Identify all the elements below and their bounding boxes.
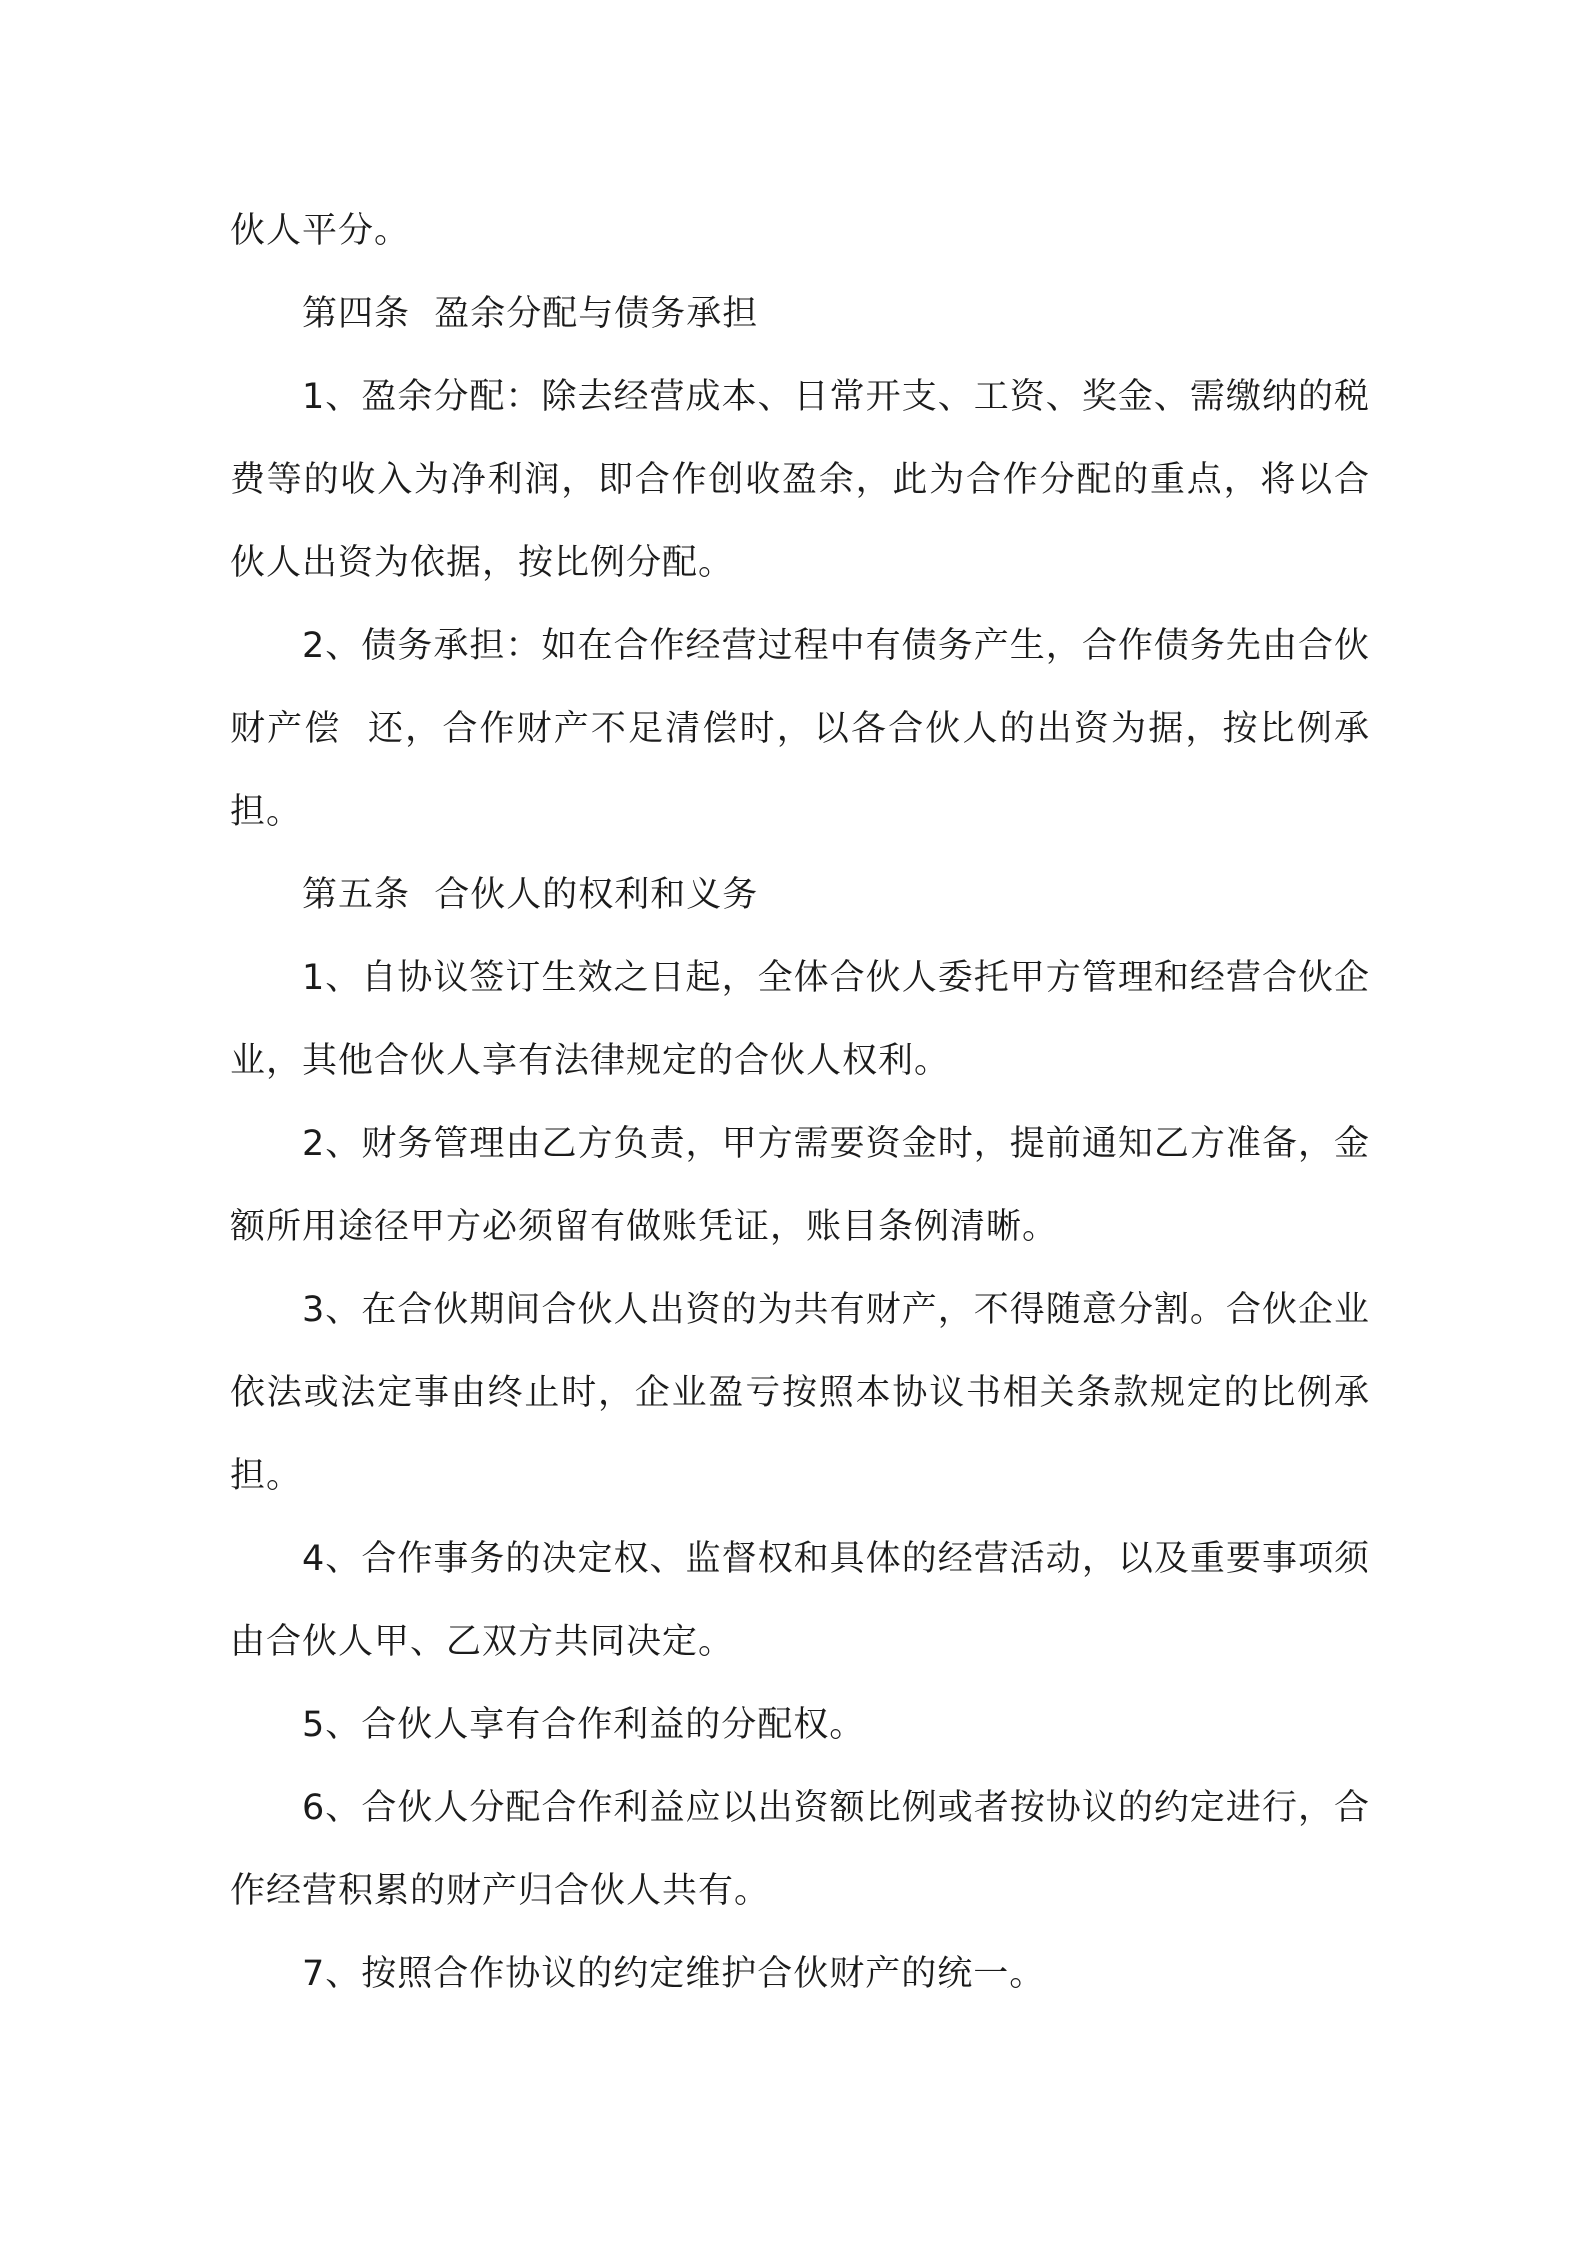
paragraph-profit-distribution: 1、盈余分配：除去经营成本、日常开支、工资、奖金、需缴纳的税费等的收入为净利润，即合作创收盈余，此为合作分配的重点，将以合伙人出资为依据，按比例分配。 bbox=[230, 377, 1370, 583]
paragraph-rights-6: 6、合伙人分配合作利益应以出资额比例或者按协议的约定进行，合作经营积累的财产归合伙人共有。 bbox=[230, 1788, 1370, 1911]
paragraph-rights-7: 7、按照合作协议的约定维护合伙财产的统一。 bbox=[302, 1954, 1046, 1994]
paragraph-rights-5: 5、合伙人享有合作利益的分配权。 bbox=[302, 1705, 866, 1745]
heading-article-5: 第五条 合伙人的权利和义务 bbox=[302, 875, 759, 915]
heading-article-4: 第四条 盈余分配与债务承担 bbox=[302, 294, 759, 334]
paragraph-rights-1: 1、自协议签订生效之日起，全体合伙人委托甲方管理和经营合伙企业，其他合伙人享有法律规定的合伙人权利。 bbox=[230, 958, 1370, 1081]
document-body bbox=[230, 190, 1370, 2016]
paragraph-rights-4: 4、合作事务的决定权、监督权和具体的经营活动，以及重要事项须由合伙人甲、乙双方共同决定。 bbox=[230, 1539, 1370, 1662]
paragraph-continuation: 伙人平分。 bbox=[230, 211, 411, 251]
paragraph-debt-bearing: 2、债务承担：如在合作经营过程中有债务产生，合作债务先由合伙财产偿 还，合作财产不足清偿时，以各合伙人的出资为据，按比例承担。 bbox=[230, 626, 1370, 832]
paragraph-rights-2: 2、财务管理由乙方负责，甲方需要资金时，提前通知乙方准备，金额所用途径甲方必须留有做账凭证，账目条例清晰。 bbox=[230, 1124, 1370, 1247]
paragraph-rights-3: 3、在合伙期间合伙人出资的为共有财产，不得随意分割。合伙企业依法或法定事由终止时，企业盈亏按照本协议书相关条款规定的比例承担。 bbox=[230, 1290, 1370, 1496]
